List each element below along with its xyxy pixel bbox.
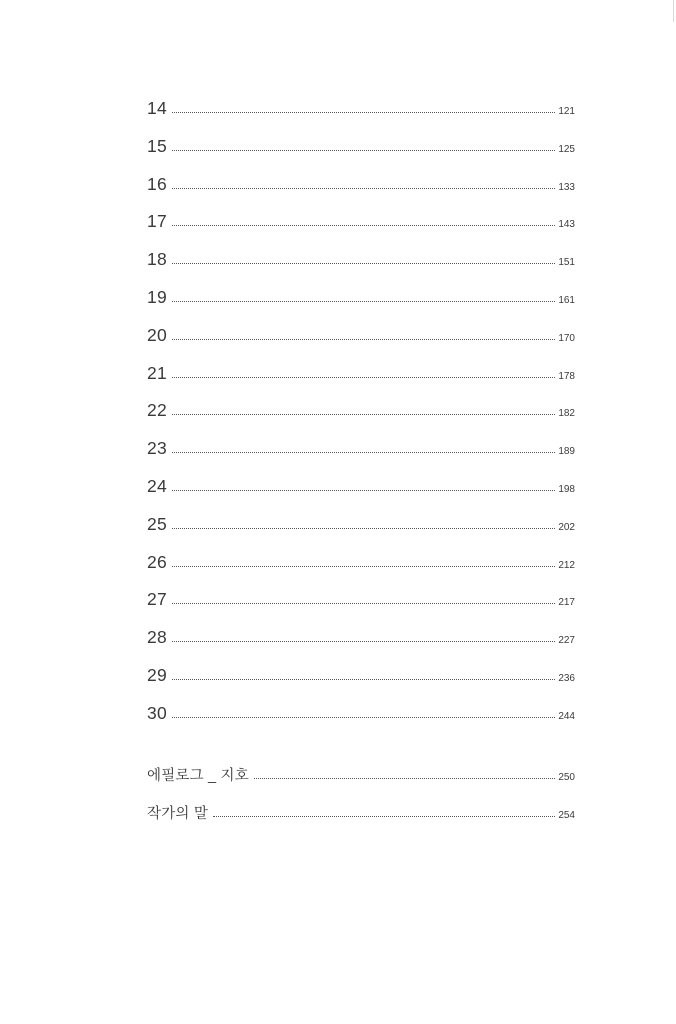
dot-leader xyxy=(172,566,555,567)
toc-entry xyxy=(147,703,575,741)
toc-chapter-title: 25 xyxy=(147,513,168,534)
toc-page-number: 227 xyxy=(558,635,575,647)
toc-entry xyxy=(147,514,575,552)
toc-page-number: 244 xyxy=(558,710,575,722)
toc-entry xyxy=(147,363,575,401)
dot-leader xyxy=(254,778,555,779)
toc-chapter-title: 17 xyxy=(147,211,168,232)
dot-leader xyxy=(172,188,555,189)
toc-chapter-title: 30 xyxy=(147,702,168,723)
toc-page-number: 143 xyxy=(558,219,575,231)
toc-chapter-title: 27 xyxy=(147,589,168,610)
dot-leader xyxy=(172,490,555,491)
toc-chapter-title: 23 xyxy=(147,438,168,459)
dot-leader xyxy=(172,112,555,113)
table-of-contents xyxy=(147,98,575,741)
dot-leader xyxy=(172,679,555,680)
toc-page-number: 250 xyxy=(558,772,575,783)
toc-entry xyxy=(147,98,575,136)
toc-page-number: 202 xyxy=(558,521,575,533)
dot-leader xyxy=(172,641,555,642)
dot-leader xyxy=(172,414,555,415)
toc-page-number: 182 xyxy=(558,408,575,420)
toc-entry xyxy=(147,552,575,590)
toc-entry xyxy=(147,287,575,325)
toc-entry xyxy=(147,174,575,212)
toc-chapter-title: 28 xyxy=(147,627,168,648)
toc-page-number: 170 xyxy=(558,332,575,344)
toc-page-number: 121 xyxy=(558,106,575,117)
toc-chapter-title: 19 xyxy=(147,286,168,307)
toc-page-number: 161 xyxy=(558,294,575,306)
toc-page-number: 189 xyxy=(558,446,575,458)
toc-page-number: 151 xyxy=(558,257,575,269)
toc-entry xyxy=(147,211,575,249)
toc-chapter-title: 21 xyxy=(147,362,168,383)
toc-chapter-title: 24 xyxy=(147,475,168,496)
toc-page-number: 125 xyxy=(558,143,575,155)
toc-entry xyxy=(147,627,575,665)
dot-leader xyxy=(172,377,555,378)
dot-leader xyxy=(172,301,555,302)
toc-page-number: 178 xyxy=(558,370,575,382)
toc-entry xyxy=(147,589,575,627)
toc-chapter-title: 15 xyxy=(147,135,168,156)
toc-entry xyxy=(147,400,575,438)
toc-entry xyxy=(147,136,575,174)
dot-leader xyxy=(172,603,555,604)
dot-leader xyxy=(172,452,555,453)
dot-leader xyxy=(172,528,555,529)
toc-page-number: 217 xyxy=(558,597,575,609)
toc-page-number: 212 xyxy=(558,559,575,571)
toc-chapter-title: 14 xyxy=(147,98,168,118)
toc-chapter-title: 22 xyxy=(147,400,168,421)
toc-page-number: 133 xyxy=(558,181,575,193)
toc-entry xyxy=(147,665,575,703)
toc-entry xyxy=(147,325,575,363)
dot-leader xyxy=(213,816,555,817)
toc-back-matter xyxy=(147,764,575,840)
dot-leader xyxy=(172,225,555,226)
toc-entry xyxy=(147,476,575,514)
toc-entry-authors-note xyxy=(147,802,575,840)
toc-epilogue-title: 에필로그 _ 지호 xyxy=(147,768,249,784)
toc-entry-epilogue xyxy=(147,764,575,802)
dot-leader xyxy=(172,717,555,718)
toc-chapter-title: 20 xyxy=(147,324,168,345)
toc-page-number: 198 xyxy=(558,483,575,495)
toc-page-number: 254 xyxy=(558,810,575,821)
dot-leader xyxy=(172,150,555,151)
dot-leader xyxy=(172,339,555,340)
dot-leader xyxy=(172,263,555,264)
toc-page-number: 236 xyxy=(558,672,575,684)
toc-entry xyxy=(147,249,575,287)
toc-authors-note-title: 작가의 말 xyxy=(147,806,209,822)
toc-entry xyxy=(147,438,575,476)
toc-chapter-title: 29 xyxy=(147,664,168,685)
page-edge-divider xyxy=(673,0,674,22)
toc-chapter-title: 18 xyxy=(147,249,168,270)
toc-chapter-title: 16 xyxy=(147,173,168,194)
toc-chapter-title: 26 xyxy=(147,551,168,572)
